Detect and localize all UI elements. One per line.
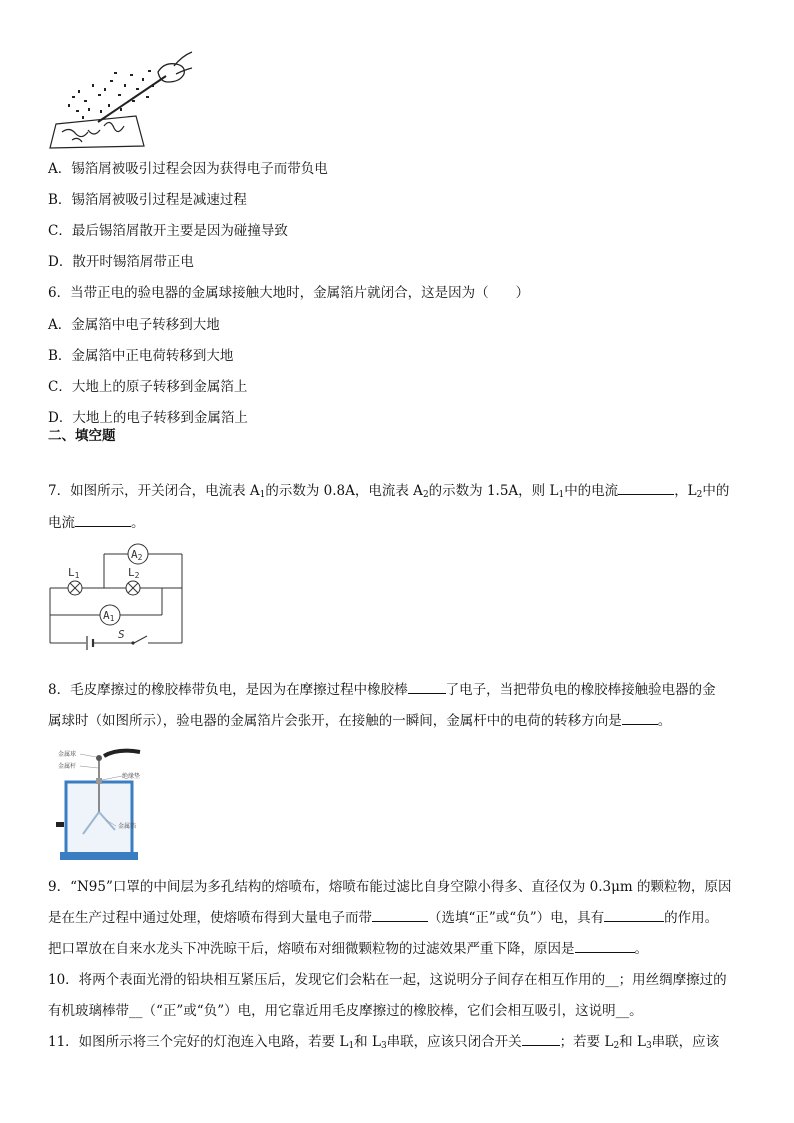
- answer-blank[interactable]: [618, 482, 674, 495]
- section-heading: 二、填空题: [48, 428, 116, 444]
- q6-stem: 6．当带正电的验电器的金属球接触大地时，金属箔片就闭合，这是因为（ ）: [48, 285, 530, 301]
- lamp-l1-label: L1: [68, 566, 80, 580]
- ammeter-a2-label: A2: [131, 548, 143, 562]
- lamp-l2-label: L2: [128, 566, 140, 580]
- electroscope-figure: [54, 748, 150, 864]
- q8-line1: 8．毛皮摩擦过的橡胶棒带负电，是因为在摩擦过程中橡胶棒 了电子，当把带负电的橡胶棒接触验电器的金: [48, 682, 716, 698]
- q5-option-c: C．最后锡箔屑散开主要是因为碰撞导致: [48, 223, 288, 239]
- q10-line1: 10．将两个表面光滑的铅块相互紧压后，发现它们会粘在一起，这说明分子间存在相互作用的__；用丝绸摩擦过的: [48, 972, 727, 988]
- q6-option-c: C．大地上的原子转移到金属箔上: [48, 379, 248, 395]
- q9-line1: 9．“N95”口罩的中间层为多孔结构的熔喷布，熔喷布能过滤比自身空隙小得多、直径仅为 0.3μm 的颗粒物，原因: [48, 879, 732, 895]
- q6-option-a: A．金属箔中电子转移到大地: [48, 317, 220, 333]
- answer-blank[interactable]: [522, 1033, 560, 1046]
- switch-label: S: [118, 628, 125, 641]
- answer-blank[interactable]: [575, 940, 635, 953]
- q9-line3: 把口罩放在自来水龙头下冲洗晾干后，熔喷布对细微颗粒物的过滤效果严重下降，原因是 。: [48, 941, 648, 957]
- answer-blank[interactable]: [372, 909, 428, 922]
- q5-option-a: A．锡箔屑被吸引过程会因为获得电子而带负电: [48, 161, 328, 177]
- q5-option-b: B．锡箔屑被吸引过程是减速过程: [48, 192, 247, 208]
- q5-option-d: D．散开时锡箔屑带正电: [48, 254, 194, 270]
- label-metal-rod: 金属杆: [58, 763, 77, 770]
- label-insulator: 绝缘垫: [122, 773, 141, 780]
- foil-attraction-figure: [48, 44, 198, 150]
- q7-circuit-diagram: [44, 540, 194, 655]
- q6-option-d: D．大地上的电子转移到金属箔上: [48, 410, 248, 426]
- label-metal-ball: 金属球: [58, 751, 77, 758]
- q8-line2: 属球时（如图所示），验电器的金属箔片会张开，在接触的一瞬间，金属杆中的电荷的转移方向是 。: [48, 713, 672, 729]
- q7-line2: 电流 。: [48, 515, 145, 531]
- label-metal-foil: 金属箔: [118, 823, 137, 830]
- answer-blank[interactable]: [408, 681, 446, 694]
- q11-line1: 11．如图所示将三个完好的灯泡连入电路，若要 $L_1$和 $L_3$串联，应该只闭合开关 ；若要 $L_2$和 $L_3$串联，应该: [48, 1034, 720, 1051]
- q6-option-b: B．金属箔中正电荷转移到大地: [48, 348, 234, 364]
- q7-line1: 7．如图所示，开关闭合，电流表 $A_1$的示数为 0.8A，电流表 $A_2$的示数为 1.5A，则 $L_1$中的电流 ，$L_2$中的: [48, 483, 730, 500]
- q9-line2: 是在生产过程中通过处理，使熔喷布得到大量电子而带 （选填“正”或“负”）电，具有 的作用。: [48, 910, 719, 926]
- answer-blank[interactable]: [604, 909, 664, 922]
- ammeter-a1-label: A1: [103, 609, 115, 623]
- q10-line2: 有机玻璃棒带__（“正”或“负”）电，用它靠近用毛皮摩擦过的橡胶棒，它们会相互吸引，这说明__。: [48, 1003, 643, 1019]
- answer-blank[interactable]: [75, 514, 131, 527]
- answer-blank[interactable]: [622, 712, 658, 725]
